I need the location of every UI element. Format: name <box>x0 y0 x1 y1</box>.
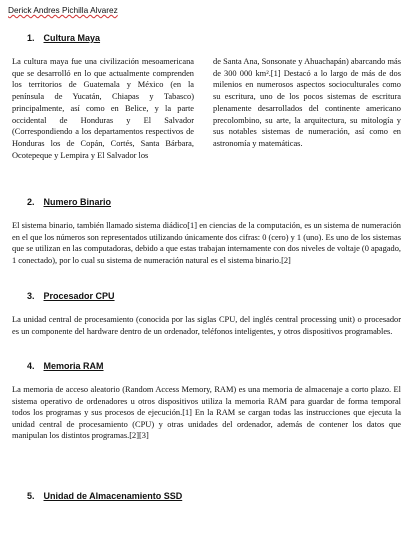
section-4-title: Memoria RAM <box>43 361 104 371</box>
section-1-heading <box>27 33 100 43</box>
section-1-number: 1. <box>27 33 35 43</box>
section-1-left-column: La cultura maya fue una civilización mesoamericana que se desarrolló en lo que actualmente comprenden los territorios de Guatemala y México (en la península de Yucatán, Chiapas y Tabasco) principalmente, así como en Belice, y la parte occidental de Honduras y El Salvador (Correspondiendo a los departamentos respectivos de Honduras los de Copán, Cortés, Santa Bárbara, Ocotepeque y Lempira y El Salvador los <box>12 57 194 160</box>
section-3-heading <box>27 291 115 301</box>
section-3-title: Procesador CPU <box>43 291 115 301</box>
section-5-number: 5. <box>27 491 35 501</box>
section-2-number: 2. <box>27 197 35 207</box>
section-5-heading <box>27 491 182 501</box>
section-1-right-column: de Santa Ana, Sonsonate y Ahuachapán) abarcando más de 300 000 km².[1] Destacó a lo largo de más de dos milenios en numerosos aspectos socioculturales como su escritura, uno de los pocos sistemas de escritura plenamente desarrollados del continente americano precolombino, su arte, la arquitectura, su mitología y sus notables sistemas de numeración, así como en astronomía y matemáticas. <box>213 57 401 148</box>
section-1-title: Cultura Maya <box>43 33 101 43</box>
section-5-title: Unidad de Almacenamiento SSD <box>43 491 183 501</box>
section-4-body: La memoria de acceso aleatorio (Random Access Memory, RAM) es una memoria de almacenaje a corto plazo. El sistema operativo de ordenadores u otros dispositivos utiliza la memoria RAM para guardar de forma temporal todos los programas y sus procesos de ejecución.[1] En la RAM se cargan todas las instrucciones que ejecuta la unidad central de procesamiento (CPU) y otras unidades del ordenador, además de contener los datos que manipulan los distintos programas.[2][3] <box>12 385 401 441</box>
section-4-heading <box>27 361 104 371</box>
section-3-body: La unidad central de procesamiento (conocida por las siglas CPU, del inglés central processing unit) o procesador es un componente del hardware dentro de un ordenador, teléfonos inteligentes, y otros dispositivos programables. <box>12 315 401 336</box>
section-2-heading <box>27 197 111 207</box>
section-4-number: 4. <box>27 361 35 371</box>
section-2-body: El sistema binario, también llamado sistema diádico[1] en ciencias de la computación, es un sistema de numeración en el que los números son representados utilizando únicamente dos cifras: 0 (cero) y 1 (uno). Es uno de los sistemas que se utilizan en las computadoras, debido a que estas trabajan internamente con dos niveles de voltaje (0 apagado, 1 conectado), por lo cual su sistema de numeración natural es el sistema binario.[2] <box>12 221 401 265</box>
section-3-number: 3. <box>27 291 35 301</box>
author-name[interactable]: Derick Andres Pichilla Alvarez <box>8 5 118 15</box>
section-2-title: Numero Binario <box>43 197 112 207</box>
